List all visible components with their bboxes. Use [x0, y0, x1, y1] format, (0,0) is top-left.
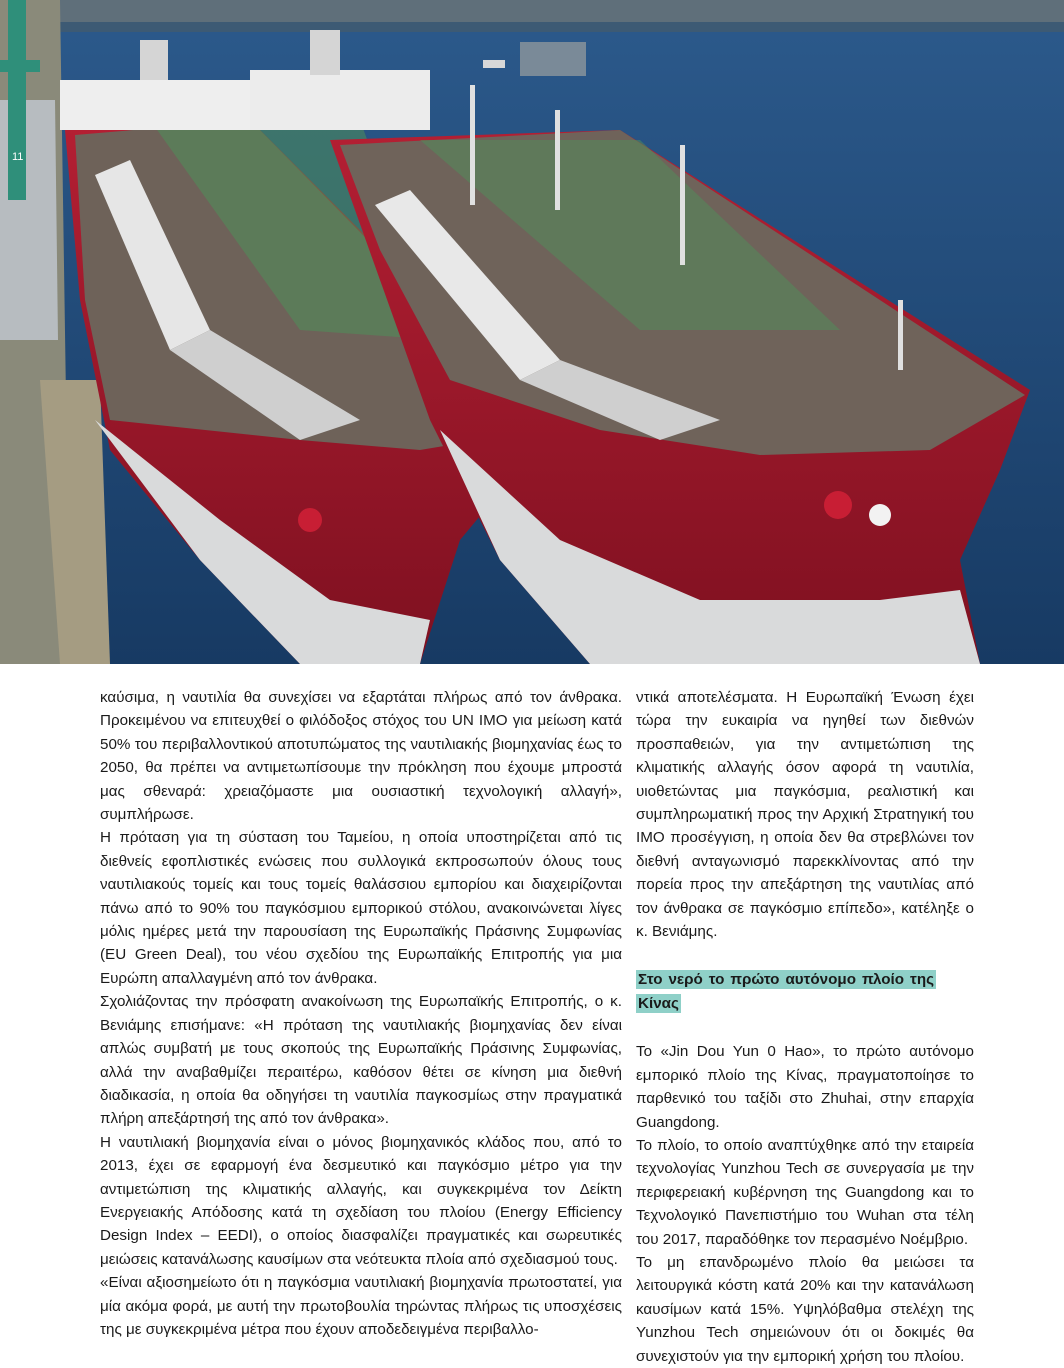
hull-label: 11 [12, 151, 24, 163]
paragraph: Η πρόταση για τη σύσταση του Ταμείου, η οποία υποστηρίζεται από τις διεθνείς εφοπλιστικές ενώσεις που συλλογικά εκπροσωπούν όλους τους ναυτιλιακούς τομείς και τους τομείς θαλάσσιου εμπορίου και διαχειρίζονται πάνω από το 90% του παγκόσμιου εμπορικού στόλου, ανακοινώνεται λίγες μόλις ημέρες μετά την παρουσίαση της Ευρωπαϊκής Πράσινης Συμφωνίας (EU Green Deal), του νέου σχεδίου της Ευρωπαϊκής Επιτροπής για μια Ευρώπη απαλλαγμένη από τον άνθρακα. [100, 829, 622, 987]
paragraph: Το πλοίο, το οποίο αναπτύχθηκε από την εταιρεία τεχνολογίας Yunzhou Tech σε συνεργασία με την περιφερειακή κυβέρνηση της Guangdong και το Τεχνολογικό Πανεπιστήμιο του Wuhan στα τέλη του 2017, παραδόθηκε τον περασμένο Νοέμβριο. [636, 1136, 974, 1248]
paragraph: Η ναυτιλιακή βιομηχανία είναι ο μόνος βιομηχανικός κλάδος που, από το 2013, έχει σε εφαρμογή ένα δεσμευτικό και παγκόσμιο μέτρο για την αντιμετώπιση της κλιματικής αλλαγής, και συγκεκριμένα τον Δείκτη Ενεργειακής Απόδοσης κατά τη σχεδίαση του πλοίου (Energy Efficiency Design Index – EEDI), ο οποίος διασφαλίζει πραγματικές και σωρευτικές μειώσεις κατανάλωσης καυσίμων στα νεότευκτα πλοία από σχεδιασμού τους. [100, 1133, 622, 1268]
paragraph: Σχολιάζοντας την πρόσφατη ανακοίνωση της Ευρωπαϊκής Επιτροπής, ο κ. Βενιάμης επισήμανε: «Η πρόταση της ναυτιλιακής βιομηχανίας δεν είναι απλώς συμβατή με τους σκοπούς της Ευρωπαϊκής Πράσινης Συμφωνίας, αλλά την αναβαθμίζει περαιτέρω, καθόσον θέτει σε κίνηση μια διεθνή διαδικασία, η οποία θα οδηγήσει τη ναυτιλία παγκοσμίως στην πραγματικά πλήρη απεξάρτησή της από τον άνθρακα». [100, 993, 622, 1128]
paragraph: Το «Jin Dou Yun 0 Hao», το πρώτο αυτόνομο εμπορικό πλοίο της Κίνας, πραγματοποίησε το παρθενικό του ταξίδι στο Zhuhai, στην επαρχία Guangdong. [636, 1043, 974, 1131]
paragraph: ντικά αποτελέσματα. Η Ευρωπαϊκή Ένωση έχει τώρα την ευκαιρία να ηγηθεί των διεθνών προσπαθειών, για την αντιμετώπιση της κλιματικής αλλαγής όσον αφορά τη ναυτιλία, υιοθετώντας μια παγκόσμια, ρεαλιστική και συμπληρωματική προς την Αρχική Στρατηγική του IMO προσέγγιση, η οποία δεν θα στρεβλώνει τον διεθνή ανταγωνισμό παρεκκλίνοντας από την πορεία προς την απεξάρτηση της ναυτιλίας από τον άνθρακα σε παγκόσμιο επίπεδο», κατέληξε ο κ. Βενιάμης. [636, 689, 974, 941]
paragraph: Το μη επανδρωμένο πλοίο θα μειώσει τα λειτουργικά κόστη κατά 20% και την κατανάλωση καυσίμων κατά 15%. Υψηλόβαθμα στελέχη της Yunzhou Tech σημειώνουν ότι οι δοκιμές θα συνεχιστούν για την εμπορική χρήση του πλοίου. [636, 1253, 974, 1365]
right-column [636, 686, 974, 1368]
paragraph: καύσιμα, η ναυτιλία θα συνεχίσει να εξαρτάται πλήρως από τον άνθρακα. Προκειμένου να επιτευχθεί ο φιλόδοξος στόχος του UN IMO για μείωση κατά 50% του περιβαλλοντικού αποτυπώματος της ναυτιλιακής βιομηχανίας έως το 2050, θα πρέπει να αντιμετωπίσουμε την πρόκληση που έχουμε μπροστά μας σθεναρά: χρειαζόμαστε μια ουσιαστική τεχνολογική αλλαγή», συμπλήρωσε. [100, 689, 622, 824]
left-column [100, 686, 622, 1341]
subheading-wrapper [636, 968, 936, 1015]
lng-carriers-photo [0, 0, 1064, 664]
paragraph: «Είναι αξιοσημείωτο ότι η παγκόσμια ναυτιλιακή βιομηχανία πρωτοστατεί, για μία ακόμα φορά, με αυτή την πρωτοβουλία τηρώντας πλήρως τις υποσχέσεις της με συγκεκριμένα μέτρα που έχουν αποδεδειγμένα περιβαλλο- [100, 1274, 622, 1338]
section-subheading: Στο νερό το πρώτο αυτόνομο πλοίο της Κίνας [638, 971, 934, 1012]
